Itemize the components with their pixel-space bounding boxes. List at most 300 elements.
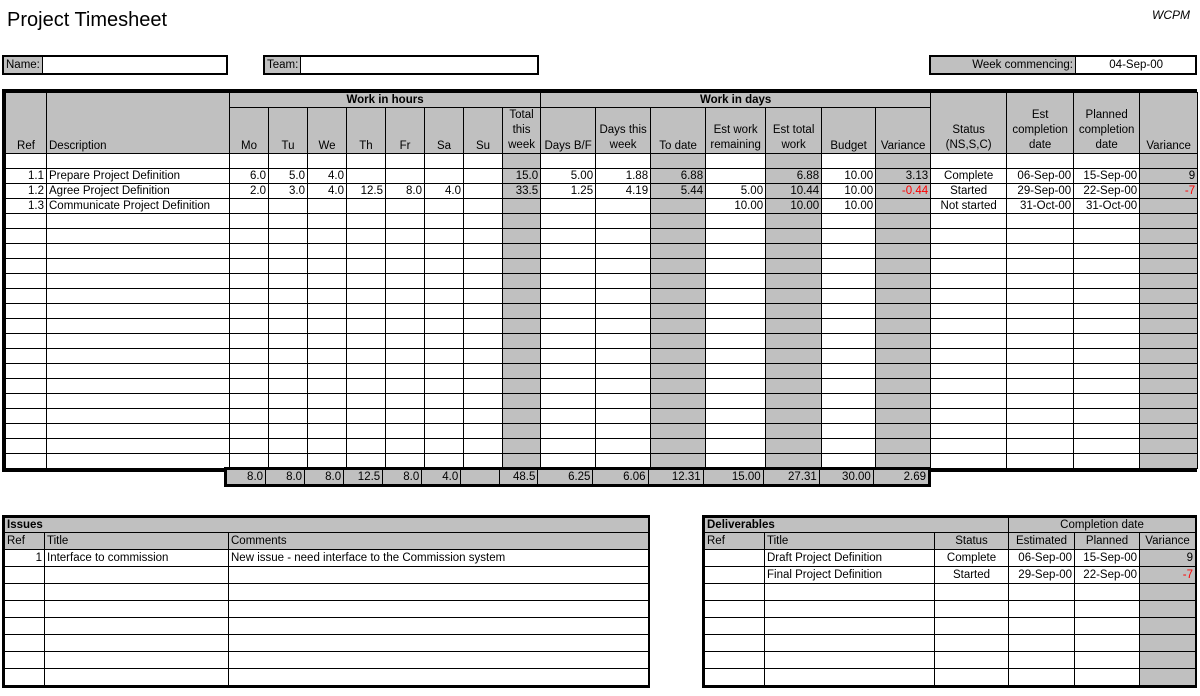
cell-su[interactable]	[464, 364, 503, 379]
cell-we[interactable]	[308, 424, 347, 439]
deliv-planned[interactable]: 22-Sep-00	[1075, 567, 1140, 584]
cell-mo[interactable]	[230, 364, 269, 379]
cell-est-comp[interactable]: 29-Sep-00	[1007, 184, 1074, 199]
cell-est-rem[interactable]	[706, 394, 766, 409]
cell-planned[interactable]: 15-Sep-00	[1074, 169, 1140, 184]
cell-description[interactable]: Prepare Project Definition	[47, 169, 230, 184]
cell-days-week[interactable]	[596, 364, 651, 379]
cell-budget[interactable]	[822, 334, 876, 349]
cell-planned[interactable]	[1074, 394, 1140, 409]
issue-comments[interactable]	[229, 567, 649, 584]
cell-planned[interactable]	[1074, 334, 1140, 349]
cell-variance[interactable]	[876, 304, 931, 319]
cell-su[interactable]	[464, 439, 503, 454]
cell-budget[interactable]	[822, 274, 876, 289]
cell-mo[interactable]	[230, 424, 269, 439]
cell-status[interactable]	[931, 244, 1007, 259]
cell-ref[interactable]	[6, 229, 47, 244]
cell-sa[interactable]	[425, 154, 464, 169]
cell-fr[interactable]	[386, 259, 425, 274]
cell-tu[interactable]	[269, 289, 308, 304]
cell-description[interactable]	[47, 424, 230, 439]
cell-tu[interactable]	[269, 334, 308, 349]
cell-est-rem[interactable]: 5.00	[706, 184, 766, 199]
cell-mo[interactable]	[230, 289, 269, 304]
cell-description[interactable]	[47, 439, 230, 454]
cell-var2[interactable]	[1140, 289, 1198, 304]
deliv-estimated[interactable]	[1009, 584, 1075, 601]
deliv-planned[interactable]	[1075, 652, 1140, 669]
issue-title[interactable]: Interface to commission	[45, 550, 229, 567]
deliv-estimated[interactable]	[1009, 635, 1075, 652]
cell-total[interactable]	[503, 154, 541, 169]
cell-variance[interactable]	[876, 199, 931, 214]
deliv-ref[interactable]	[705, 550, 765, 567]
cell-description[interactable]: Communicate Project Definition	[47, 199, 230, 214]
deliv-planned[interactable]	[1075, 669, 1140, 686]
cell-status[interactable]: Started	[931, 184, 1007, 199]
deliv-title[interactable]	[765, 635, 935, 652]
cell-days-bf[interactable]	[541, 214, 596, 229]
cell-total[interactable]	[503, 364, 541, 379]
cell-we[interactable]	[308, 319, 347, 334]
cell-th[interactable]	[347, 169, 386, 184]
cell-var2[interactable]	[1140, 214, 1198, 229]
cell-to-date[interactable]	[651, 424, 706, 439]
cell-sa[interactable]	[425, 379, 464, 394]
cell-description[interactable]	[47, 244, 230, 259]
cell-ref[interactable]	[6, 319, 47, 334]
cell-est-comp[interactable]	[1007, 349, 1074, 364]
cell-est-rem[interactable]	[706, 424, 766, 439]
cell-mo[interactable]	[230, 229, 269, 244]
cell-sa[interactable]	[425, 364, 464, 379]
cell-tu[interactable]	[269, 229, 308, 244]
deliv-status[interactable]: Complete	[935, 550, 1009, 567]
cell-est-total[interactable]	[766, 229, 822, 244]
deliv-status[interactable]	[935, 618, 1009, 635]
cell-variance[interactable]	[876, 334, 931, 349]
cell-sa[interactable]: 4.0	[425, 184, 464, 199]
cell-to-date[interactable]	[651, 199, 706, 214]
cell-description[interactable]	[47, 409, 230, 424]
cell-total[interactable]	[503, 334, 541, 349]
cell-description[interactable]	[47, 379, 230, 394]
cell-budget[interactable]	[822, 349, 876, 364]
cell-to-date[interactable]	[651, 274, 706, 289]
cell-to-date[interactable]	[651, 349, 706, 364]
cell-total[interactable]	[503, 409, 541, 424]
cell-ref[interactable]	[6, 409, 47, 424]
cell-est-total[interactable]	[766, 214, 822, 229]
cell-planned[interactable]	[1074, 424, 1140, 439]
cell-est-total[interactable]	[766, 394, 822, 409]
cell-est-rem[interactable]	[706, 304, 766, 319]
cell-planned[interactable]: 22-Sep-00	[1074, 184, 1140, 199]
cell-planned[interactable]	[1074, 154, 1140, 169]
cell-to-date[interactable]	[651, 229, 706, 244]
cell-to-date[interactable]	[651, 394, 706, 409]
cell-est-comp[interactable]	[1007, 409, 1074, 424]
cell-sa[interactable]	[425, 244, 464, 259]
cell-days-bf[interactable]: 1.25	[541, 184, 596, 199]
cell-tu[interactable]	[269, 364, 308, 379]
cell-total[interactable]	[503, 424, 541, 439]
cell-planned[interactable]	[1074, 409, 1140, 424]
cell-var2[interactable]	[1140, 259, 1198, 274]
cell-ref[interactable]	[6, 454, 47, 469]
issue-ref[interactable]	[5, 584, 45, 601]
cell-est-rem[interactable]	[706, 319, 766, 334]
cell-budget[interactable]	[822, 214, 876, 229]
cell-ref[interactable]	[6, 394, 47, 409]
cell-total[interactable]	[503, 274, 541, 289]
cell-th[interactable]	[347, 289, 386, 304]
cell-fr[interactable]	[386, 439, 425, 454]
cell-su[interactable]	[464, 424, 503, 439]
cell-fr[interactable]	[386, 274, 425, 289]
cell-we[interactable]	[308, 199, 347, 214]
cell-ref[interactable]	[6, 214, 47, 229]
cell-status[interactable]	[931, 289, 1007, 304]
cell-planned[interactable]	[1074, 379, 1140, 394]
cell-variance[interactable]	[876, 319, 931, 334]
cell-planned[interactable]	[1074, 244, 1140, 259]
cell-status[interactable]	[931, 259, 1007, 274]
cell-est-rem[interactable]	[706, 169, 766, 184]
cell-budget[interactable]	[822, 289, 876, 304]
cell-tu[interactable]	[269, 349, 308, 364]
cell-est-comp[interactable]	[1007, 424, 1074, 439]
cell-est-total[interactable]: 10.44	[766, 184, 822, 199]
cell-fr[interactable]	[386, 229, 425, 244]
cell-var2[interactable]	[1140, 154, 1198, 169]
cell-description[interactable]: Agree Project Definition	[47, 184, 230, 199]
cell-mo[interactable]	[230, 379, 269, 394]
cell-to-date[interactable]	[651, 244, 706, 259]
cell-description[interactable]	[47, 259, 230, 274]
cell-mo[interactable]	[230, 334, 269, 349]
deliv-ref[interactable]	[705, 635, 765, 652]
cell-est-total[interactable]	[766, 154, 822, 169]
cell-est-total[interactable]	[766, 319, 822, 334]
cell-sa[interactable]	[425, 349, 464, 364]
deliv-status[interactable]	[935, 584, 1009, 601]
cell-th[interactable]	[347, 229, 386, 244]
cell-mo[interactable]	[230, 304, 269, 319]
cell-total[interactable]: 33.5	[503, 184, 541, 199]
cell-fr[interactable]: 8.0	[386, 184, 425, 199]
cell-ref[interactable]	[6, 379, 47, 394]
cell-su[interactable]	[464, 274, 503, 289]
cell-est-comp[interactable]: 06-Sep-00	[1007, 169, 1074, 184]
issue-title[interactable]	[45, 601, 229, 618]
cell-var2[interactable]	[1140, 274, 1198, 289]
cell-su[interactable]	[464, 319, 503, 334]
cell-est-total[interactable]	[766, 379, 822, 394]
cell-status[interactable]	[931, 439, 1007, 454]
deliv-title[interactable]: Draft Project Definition	[765, 550, 935, 567]
cell-status[interactable]	[931, 319, 1007, 334]
cell-est-total[interactable]	[766, 349, 822, 364]
cell-fr[interactable]	[386, 199, 425, 214]
cell-est-comp[interactable]	[1007, 304, 1074, 319]
cell-fr[interactable]	[386, 304, 425, 319]
cell-est-rem[interactable]	[706, 274, 766, 289]
cell-days-week[interactable]	[596, 424, 651, 439]
cell-status[interactable]	[931, 394, 1007, 409]
cell-total[interactable]	[503, 259, 541, 274]
issue-comments[interactable]	[229, 584, 649, 601]
cell-est-total[interactable]: 10.00	[766, 199, 822, 214]
cell-est-rem[interactable]	[706, 409, 766, 424]
cell-variance[interactable]: 3.13	[876, 169, 931, 184]
cell-variance[interactable]	[876, 289, 931, 304]
deliv-status[interactable]	[935, 652, 1009, 669]
cell-budget[interactable]	[822, 394, 876, 409]
cell-budget[interactable]	[822, 439, 876, 454]
team-input[interactable]	[301, 57, 537, 73]
cell-su[interactable]	[464, 184, 503, 199]
cell-days-week[interactable]	[596, 289, 651, 304]
cell-th[interactable]	[347, 214, 386, 229]
cell-th[interactable]	[347, 199, 386, 214]
cell-planned[interactable]	[1074, 259, 1140, 274]
cell-budget[interactable]	[822, 229, 876, 244]
cell-total[interactable]	[503, 304, 541, 319]
cell-var2[interactable]	[1140, 244, 1198, 259]
cell-we[interactable]	[308, 394, 347, 409]
cell-su[interactable]	[464, 379, 503, 394]
cell-status[interactable]	[931, 424, 1007, 439]
cell-days-week[interactable]	[596, 244, 651, 259]
cell-days-bf[interactable]	[541, 274, 596, 289]
cell-we[interactable]	[308, 274, 347, 289]
cell-variance[interactable]	[876, 364, 931, 379]
cell-ref[interactable]	[6, 244, 47, 259]
issue-comments[interactable]	[229, 669, 649, 686]
cell-days-bf[interactable]	[541, 334, 596, 349]
cell-est-comp[interactable]	[1007, 319, 1074, 334]
deliv-title[interactable]	[765, 618, 935, 635]
cell-total[interactable]	[503, 379, 541, 394]
cell-fr[interactable]	[386, 349, 425, 364]
cell-fr[interactable]	[386, 169, 425, 184]
cell-planned[interactable]	[1074, 214, 1140, 229]
cell-mo[interactable]: 6.0	[230, 169, 269, 184]
issue-comments[interactable]	[229, 618, 649, 635]
cell-tu[interactable]	[269, 439, 308, 454]
cell-var2[interactable]	[1140, 319, 1198, 334]
cell-est-rem[interactable]	[706, 259, 766, 274]
cell-days-bf[interactable]	[541, 199, 596, 214]
cell-est-rem[interactable]	[706, 439, 766, 454]
cell-tu[interactable]	[269, 409, 308, 424]
deliv-estimated[interactable]: 29-Sep-00	[1009, 567, 1075, 584]
cell-tu[interactable]	[269, 154, 308, 169]
deliv-estimated[interactable]: 06-Sep-00	[1009, 550, 1075, 567]
cell-sa[interactable]	[425, 229, 464, 244]
cell-ref[interactable]: 1.2	[6, 184, 47, 199]
cell-description[interactable]	[47, 289, 230, 304]
cell-tu[interactable]: 5.0	[269, 169, 308, 184]
cell-fr[interactable]	[386, 244, 425, 259]
cell-su[interactable]	[464, 169, 503, 184]
cell-tu[interactable]	[269, 259, 308, 274]
cell-su[interactable]	[464, 349, 503, 364]
cell-days-week[interactable]	[596, 334, 651, 349]
cell-status[interactable]	[931, 214, 1007, 229]
cell-total[interactable]	[503, 349, 541, 364]
cell-to-date[interactable]	[651, 214, 706, 229]
cell-th[interactable]	[347, 259, 386, 274]
deliv-planned[interactable]	[1075, 584, 1140, 601]
cell-th[interactable]	[347, 439, 386, 454]
cell-to-date[interactable]	[651, 304, 706, 319]
cell-mo[interactable]	[230, 349, 269, 364]
cell-status[interactable]: Not started	[931, 199, 1007, 214]
cell-var2[interactable]: 9	[1140, 169, 1198, 184]
cell-mo[interactable]	[230, 409, 269, 424]
cell-tu[interactable]	[269, 424, 308, 439]
cell-planned[interactable]	[1074, 454, 1140, 469]
cell-su[interactable]	[464, 259, 503, 274]
cell-su[interactable]	[464, 304, 503, 319]
cell-fr[interactable]	[386, 409, 425, 424]
cell-th[interactable]	[347, 394, 386, 409]
cell-days-bf[interactable]	[541, 409, 596, 424]
cell-mo[interactable]	[230, 244, 269, 259]
cell-total[interactable]	[503, 439, 541, 454]
cell-budget[interactable]	[822, 364, 876, 379]
cell-fr[interactable]	[386, 214, 425, 229]
cell-total[interactable]	[503, 244, 541, 259]
cell-sa[interactable]	[425, 304, 464, 319]
cell-status[interactable]	[931, 304, 1007, 319]
cell-total[interactable]	[503, 199, 541, 214]
cell-to-date[interactable]: 5.44	[651, 184, 706, 199]
cell-budget[interactable]	[822, 319, 876, 334]
cell-days-week[interactable]	[596, 259, 651, 274]
deliv-ref[interactable]	[705, 601, 765, 618]
deliv-status[interactable]: Started	[935, 567, 1009, 584]
cell-we[interactable]	[308, 364, 347, 379]
cell-mo[interactable]	[230, 259, 269, 274]
cell-we[interactable]	[308, 244, 347, 259]
week-input[interactable]: 04-Sep-00	[1076, 57, 1195, 73]
cell-sa[interactable]	[425, 259, 464, 274]
cell-we[interactable]	[308, 334, 347, 349]
cell-description[interactable]	[47, 274, 230, 289]
issue-title[interactable]	[45, 652, 229, 669]
deliv-title[interactable]	[765, 669, 935, 686]
cell-mo[interactable]: 2.0	[230, 184, 269, 199]
cell-budget[interactable]: 10.00	[822, 184, 876, 199]
cell-sa[interactable]	[425, 409, 464, 424]
cell-fr[interactable]	[386, 319, 425, 334]
issue-title[interactable]	[45, 618, 229, 635]
cell-total[interactable]	[503, 319, 541, 334]
deliv-variance[interactable]	[1140, 618, 1196, 635]
cell-est-rem[interactable]	[706, 349, 766, 364]
cell-we[interactable]	[308, 349, 347, 364]
issue-ref[interactable]: 1	[5, 550, 45, 567]
cell-var2[interactable]	[1140, 229, 1198, 244]
cell-variance[interactable]	[876, 229, 931, 244]
cell-status[interactable]	[931, 274, 1007, 289]
cell-sa[interactable]	[425, 394, 464, 409]
cell-est-total[interactable]	[766, 274, 822, 289]
cell-sa[interactable]	[425, 169, 464, 184]
cell-est-rem[interactable]	[706, 214, 766, 229]
cell-var2[interactable]	[1140, 454, 1198, 469]
cell-ref[interactable]	[6, 424, 47, 439]
cell-days-week[interactable]	[596, 199, 651, 214]
cell-days-bf[interactable]	[541, 289, 596, 304]
cell-to-date[interactable]	[651, 259, 706, 274]
cell-tu[interactable]	[269, 304, 308, 319]
cell-description[interactable]	[47, 364, 230, 379]
cell-to-date[interactable]	[651, 319, 706, 334]
cell-fr[interactable]	[386, 364, 425, 379]
cell-status[interactable]	[931, 379, 1007, 394]
cell-ref[interactable]	[6, 259, 47, 274]
cell-th[interactable]: 12.5	[347, 184, 386, 199]
cell-we[interactable]	[308, 154, 347, 169]
deliv-ref[interactable]	[705, 584, 765, 601]
cell-tu[interactable]	[269, 394, 308, 409]
cell-est-comp[interactable]	[1007, 229, 1074, 244]
cell-days-bf[interactable]	[541, 439, 596, 454]
cell-est-comp[interactable]	[1007, 439, 1074, 454]
cell-est-comp[interactable]	[1007, 154, 1074, 169]
issue-title[interactable]	[45, 669, 229, 686]
cell-th[interactable]	[347, 274, 386, 289]
cell-mo[interactable]	[230, 439, 269, 454]
cell-fr[interactable]	[386, 154, 425, 169]
cell-th[interactable]	[347, 364, 386, 379]
cell-est-comp[interactable]	[1007, 244, 1074, 259]
cell-var2[interactable]	[1140, 394, 1198, 409]
cell-total[interactable]	[503, 229, 541, 244]
cell-we[interactable]	[308, 214, 347, 229]
cell-sa[interactable]	[425, 289, 464, 304]
cell-var2[interactable]	[1140, 199, 1198, 214]
cell-var2[interactable]	[1140, 364, 1198, 379]
cell-tu[interactable]	[269, 199, 308, 214]
cell-budget[interactable]: 10.00	[822, 169, 876, 184]
cell-budget[interactable]	[822, 379, 876, 394]
deliv-planned[interactable]	[1075, 618, 1140, 635]
cell-variance[interactable]	[876, 274, 931, 289]
cell-days-week[interactable]	[596, 379, 651, 394]
cell-th[interactable]	[347, 424, 386, 439]
issue-comments[interactable]	[229, 652, 649, 669]
cell-var2[interactable]	[1140, 424, 1198, 439]
cell-su[interactable]	[464, 214, 503, 229]
cell-planned[interactable]	[1074, 304, 1140, 319]
cell-budget[interactable]	[822, 244, 876, 259]
cell-days-week[interactable]: 4.19	[596, 184, 651, 199]
cell-description[interactable]	[47, 454, 230, 469]
cell-description[interactable]	[47, 304, 230, 319]
cell-mo[interactable]	[230, 394, 269, 409]
cell-su[interactable]	[464, 244, 503, 259]
cell-est-comp[interactable]	[1007, 289, 1074, 304]
cell-est-rem[interactable]	[706, 229, 766, 244]
cell-status[interactable]	[931, 229, 1007, 244]
cell-sa[interactable]	[425, 214, 464, 229]
